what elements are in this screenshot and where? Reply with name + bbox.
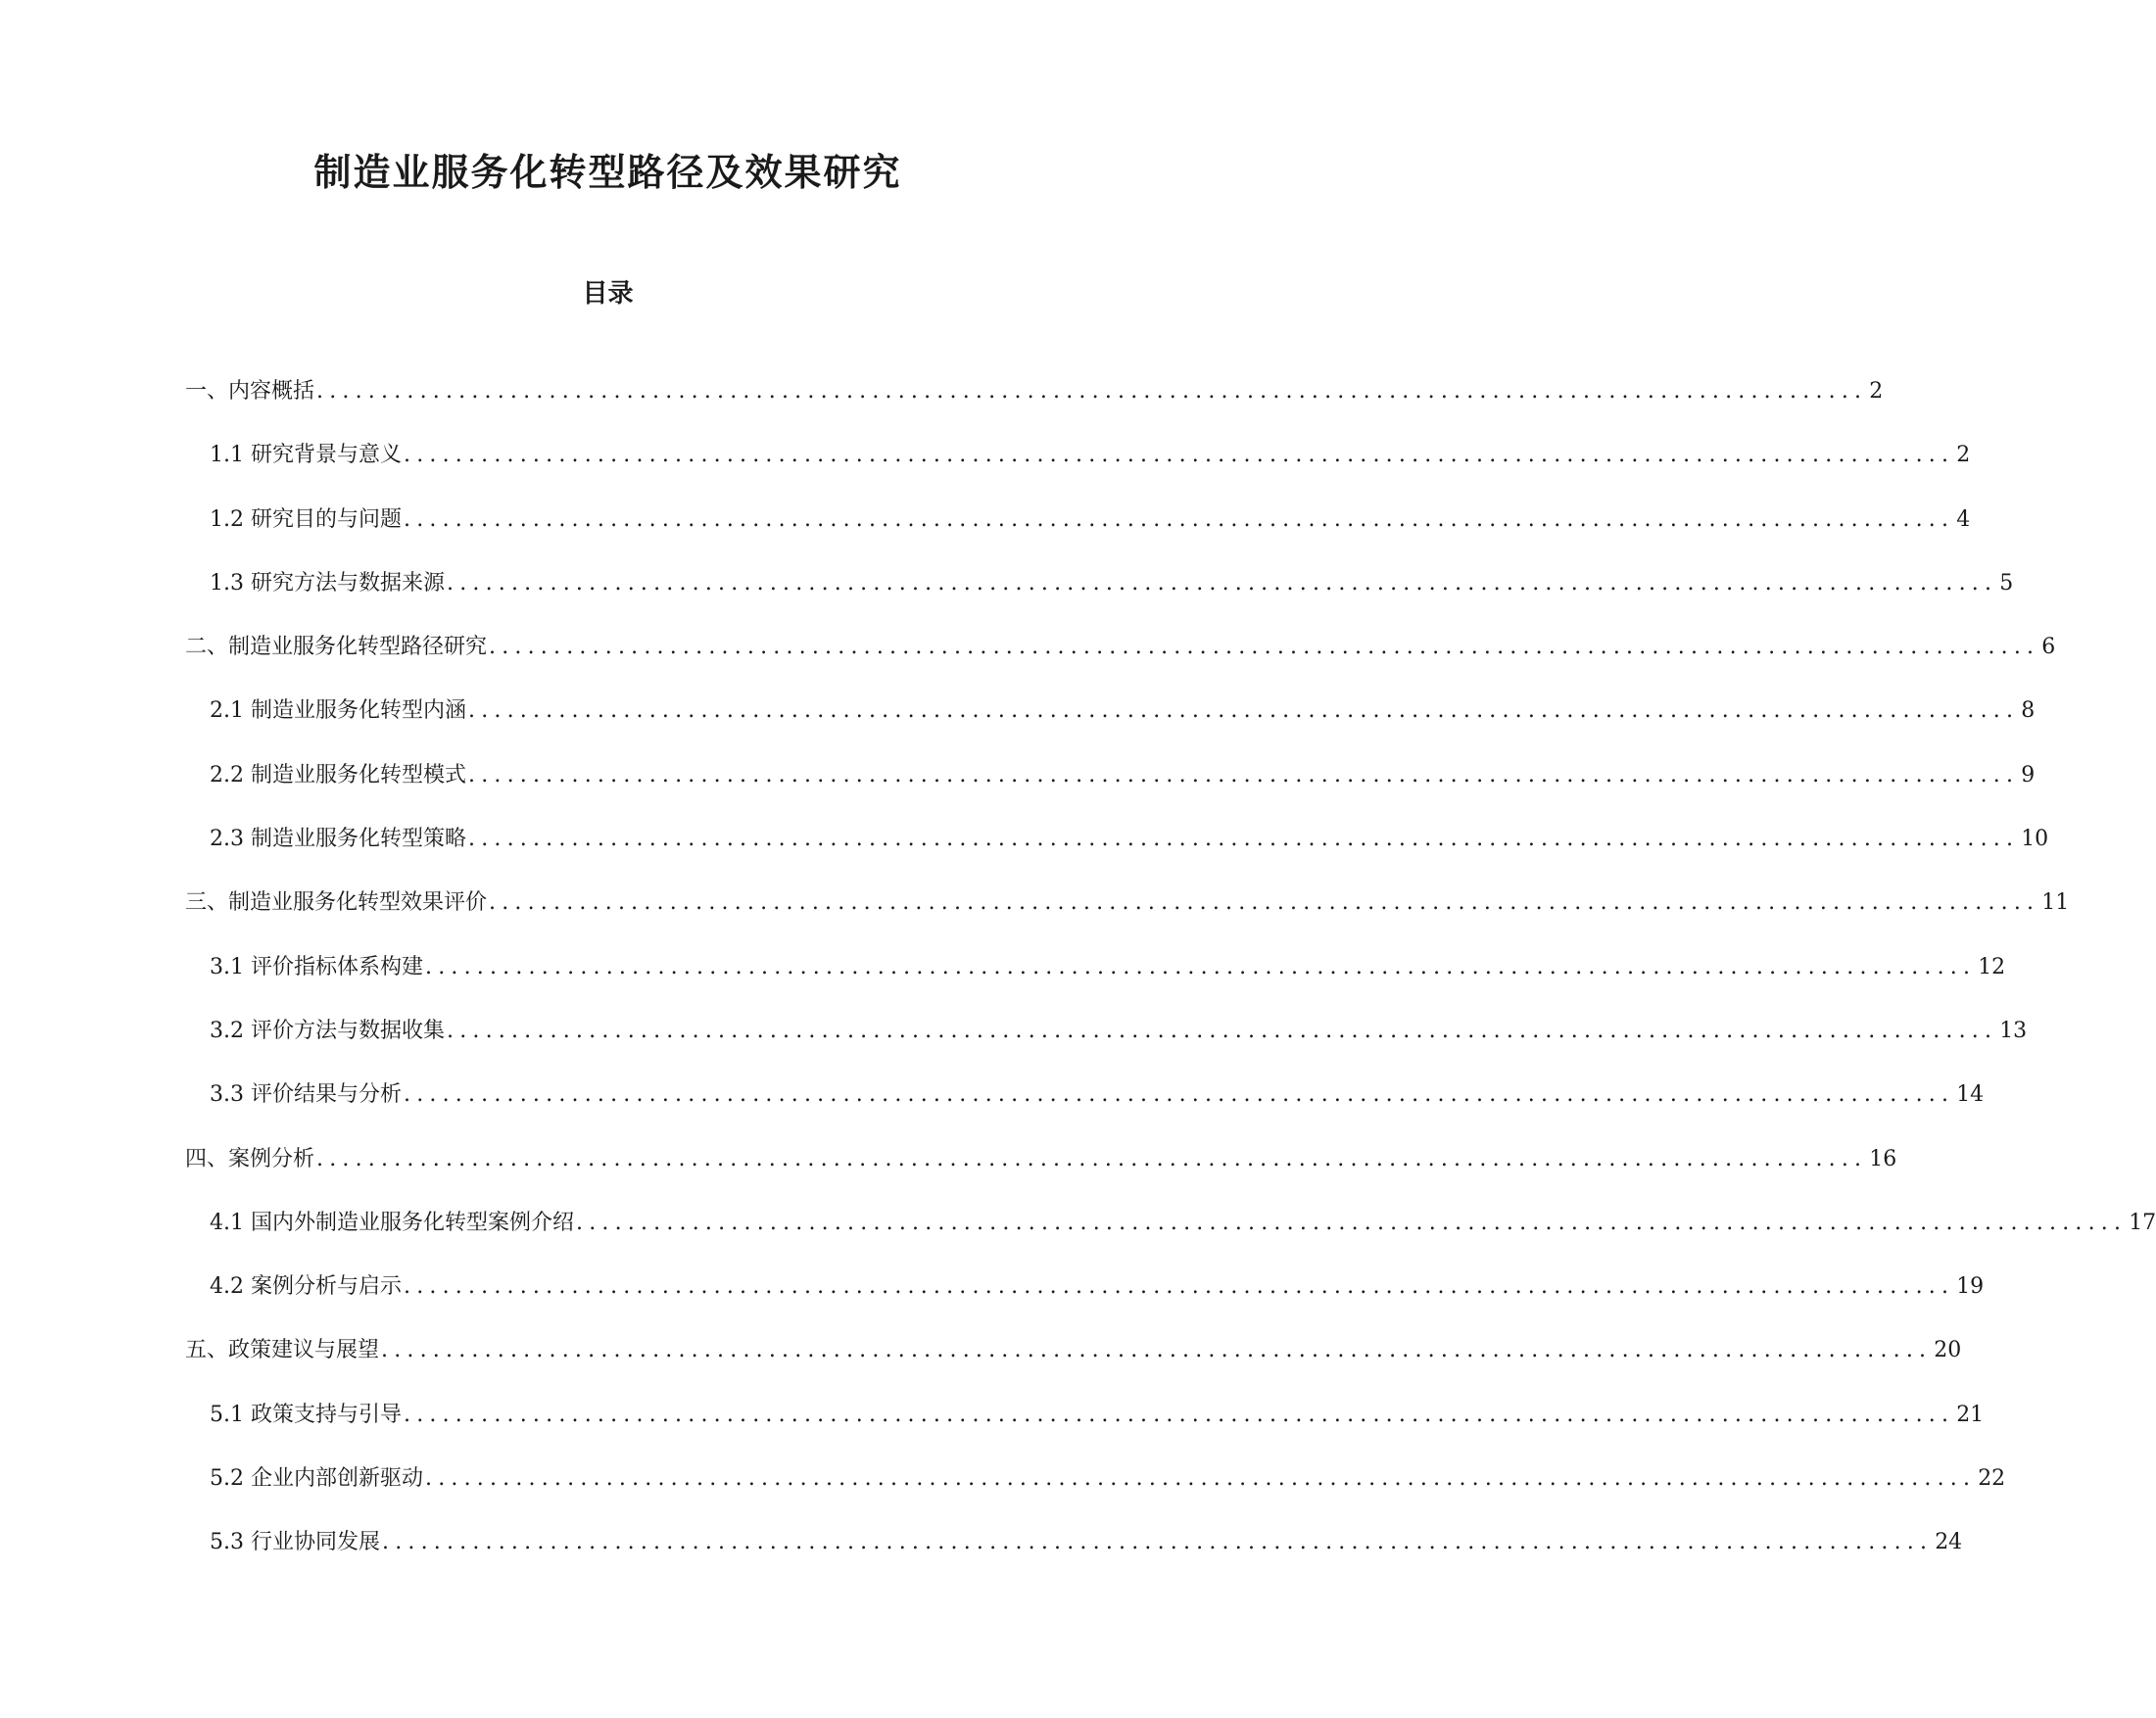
toc-dot-leader: ........................................................................................................................ — [404, 443, 1955, 468]
toc-subsection-entry[interactable] — [0, 953, 2006, 1017]
toc-subsection-entry[interactable] — [0, 1272, 1985, 1336]
toc-section-entry[interactable] — [0, 1145, 1897, 1209]
toc-subsection-entry[interactable] — [0, 1209, 2156, 1272]
toc-dot-leader: ........................................................................................................................ — [382, 1530, 1934, 1555]
toc-subsection-entry[interactable] — [0, 1080, 1985, 1144]
toc-entry-label: 研究方法与数据来源 — [250, 570, 445, 596]
toc-page-number: 13 — [1999, 1018, 2028, 1043]
toc-entry-label: 制造业服务化转型效果评价 — [228, 890, 488, 916]
toc-page-number: 10 — [2021, 827, 2049, 852]
toc-dot-leader: ........................................................................................................................ — [489, 635, 2040, 660]
toc-page-number: 4 — [1956, 506, 1971, 532]
toc-entry-label: 评价方法与数据收集 — [250, 1018, 445, 1043]
toc-dot-leader: ........................................................................................................................ — [447, 570, 1998, 596]
toc-entry-label: 研究目的与问题 — [250, 506, 402, 532]
toc-entry-label: 制造业服务化转型内涵 — [250, 698, 466, 724]
toc-entry-label: 评价指标体系构建 — [250, 954, 423, 979]
toc-entry-number: 1.3 — [210, 570, 251, 596]
table-of-contents — [0, 377, 2156, 1593]
toc-subsection-entry[interactable] — [0, 1528, 1963, 1592]
toc-entry-number: 一、 — [185, 379, 229, 404]
toc-dot-leader: ........................................................................................................................ — [489, 890, 2040, 916]
toc-page-number: 9 — [2021, 762, 2036, 787]
toc-dot-leader: ........................................................................................................................ — [425, 954, 1977, 979]
toc-dot-leader: ........................................................................................................................ — [316, 379, 1868, 404]
toc-section-entry[interactable] — [0, 1336, 1962, 1400]
toc-page-number: 11 — [2041, 890, 2070, 916]
toc-page-number: 16 — [1869, 1146, 1897, 1171]
toc-dot-leader: ........................................................................................................................ — [316, 1146, 1868, 1171]
toc-dot-leader: ........................................................................................................................ — [425, 1466, 1977, 1492]
document-title: 制造业服务化转型路径及效果研究 — [313, 150, 902, 194]
toc-dot-leader: ........................................................................................................................ — [404, 1402, 1955, 1427]
toc-page-number: 8 — [2021, 698, 2036, 724]
toc-entry-number: 4.2 — [210, 1274, 251, 1300]
toc-subsection-entry[interactable] — [0, 441, 1971, 504]
toc-subsection-entry[interactable] — [0, 696, 2036, 760]
toc-page-number: 2 — [1869, 379, 1884, 404]
toc-entry-label: 案例分析与启示 — [250, 1274, 402, 1300]
toc-page-number: 2 — [1956, 443, 1971, 468]
toc-section-entry[interactable] — [0, 633, 2056, 696]
toc-subsection-entry[interactable] — [0, 569, 2014, 633]
toc-page-number: 21 — [1956, 1402, 1985, 1427]
toc-entry-number: 5.2 — [210, 1466, 251, 1492]
toc-subsection-entry[interactable] — [0, 1017, 2028, 1080]
toc-page-number: 17 — [2129, 1210, 2156, 1235]
toc-page-number: 19 — [1956, 1274, 1985, 1300]
toc-entry-label: 国内外制造业服务化转型案例介绍 — [250, 1210, 574, 1235]
toc-entry-number: 2.1 — [210, 698, 251, 724]
toc-page-number: 22 — [1978, 1466, 2006, 1492]
toc-dot-leader: ........................................................................................................................ — [468, 698, 2020, 724]
toc-entry-label: 内容概括 — [228, 379, 315, 404]
toc-entry-number: 2.2 — [210, 762, 251, 787]
toc-dot-leader: ........................................................................................................................ — [468, 827, 2020, 852]
toc-dot-leader: ........................................................................................................................ — [468, 762, 2020, 787]
toc-entry-number: 2.3 — [210, 827, 251, 852]
toc-page-number: 24 — [1935, 1530, 1963, 1555]
toc-subsection-entry[interactable] — [0, 505, 1971, 569]
toc-subsection-entry[interactable] — [0, 1401, 1985, 1464]
toc-entry-label: 评价结果与分析 — [250, 1082, 402, 1108]
toc-dot-leader: ........................................................................................................................ — [381, 1338, 1933, 1363]
toc-subsection-entry[interactable] — [0, 1464, 2006, 1528]
toc-entry-number: 1.1 — [210, 443, 251, 468]
toc-entry-number: 三、 — [185, 890, 229, 916]
toc-entry-label: 研究背景与意义 — [250, 443, 402, 468]
toc-entry-number: 5.3 — [210, 1530, 251, 1555]
toc-dot-leader: ........................................................................................................................ — [404, 506, 1955, 532]
toc-entry-number: 3.3 — [210, 1082, 251, 1108]
toc-subsection-entry[interactable] — [0, 825, 2049, 888]
toc-entry-label: 政策支持与引导 — [250, 1402, 402, 1427]
toc-entry-number: 3.1 — [210, 954, 251, 979]
toc-page-number: 6 — [2041, 635, 2056, 660]
toc-entry-number: 3.2 — [210, 1018, 251, 1043]
toc-entry-number: 五、 — [185, 1338, 229, 1363]
toc-subsection-entry[interactable] — [0, 761, 2036, 825]
toc-heading: 目录 — [582, 279, 634, 309]
toc-entry-number: 1.2 — [210, 506, 251, 532]
toc-page-number: 20 — [1934, 1338, 1962, 1363]
toc-entry-number: 5.1 — [210, 1402, 251, 1427]
toc-page-number: 14 — [1956, 1082, 1985, 1108]
toc-entry-number: 4.1 — [210, 1210, 251, 1235]
toc-page-number: 5 — [1999, 570, 2014, 596]
toc-entry-label: 制造业服务化转型策略 — [250, 827, 466, 852]
toc-entry-number: 二、 — [185, 635, 229, 660]
toc-entry-label: 制造业服务化转型模式 — [250, 762, 466, 787]
toc-entry-number: 四、 — [185, 1146, 229, 1171]
toc-entry-label: 制造业服务化转型路径研究 — [228, 635, 488, 660]
toc-entry-label: 企业内部创新驱动 — [250, 1466, 423, 1492]
toc-entry-label: 案例分析 — [228, 1146, 315, 1171]
toc-dot-leader: ........................................................................................................................ — [404, 1082, 1955, 1108]
toc-section-entry[interactable] — [0, 377, 1884, 441]
toc-dot-leader: ........................................................................................................................ — [404, 1274, 1955, 1300]
toc-dot-leader: ........................................................................................................................ — [447, 1018, 1998, 1043]
toc-page-number: 12 — [1978, 954, 2006, 979]
toc-dot-leader: ........................................................................................................................ — [576, 1210, 2128, 1235]
toc-entry-label: 行业协同发展 — [250, 1530, 380, 1555]
toc-entry-label: 政策建议与展望 — [228, 1338, 380, 1363]
toc-section-entry[interactable] — [0, 888, 2070, 952]
